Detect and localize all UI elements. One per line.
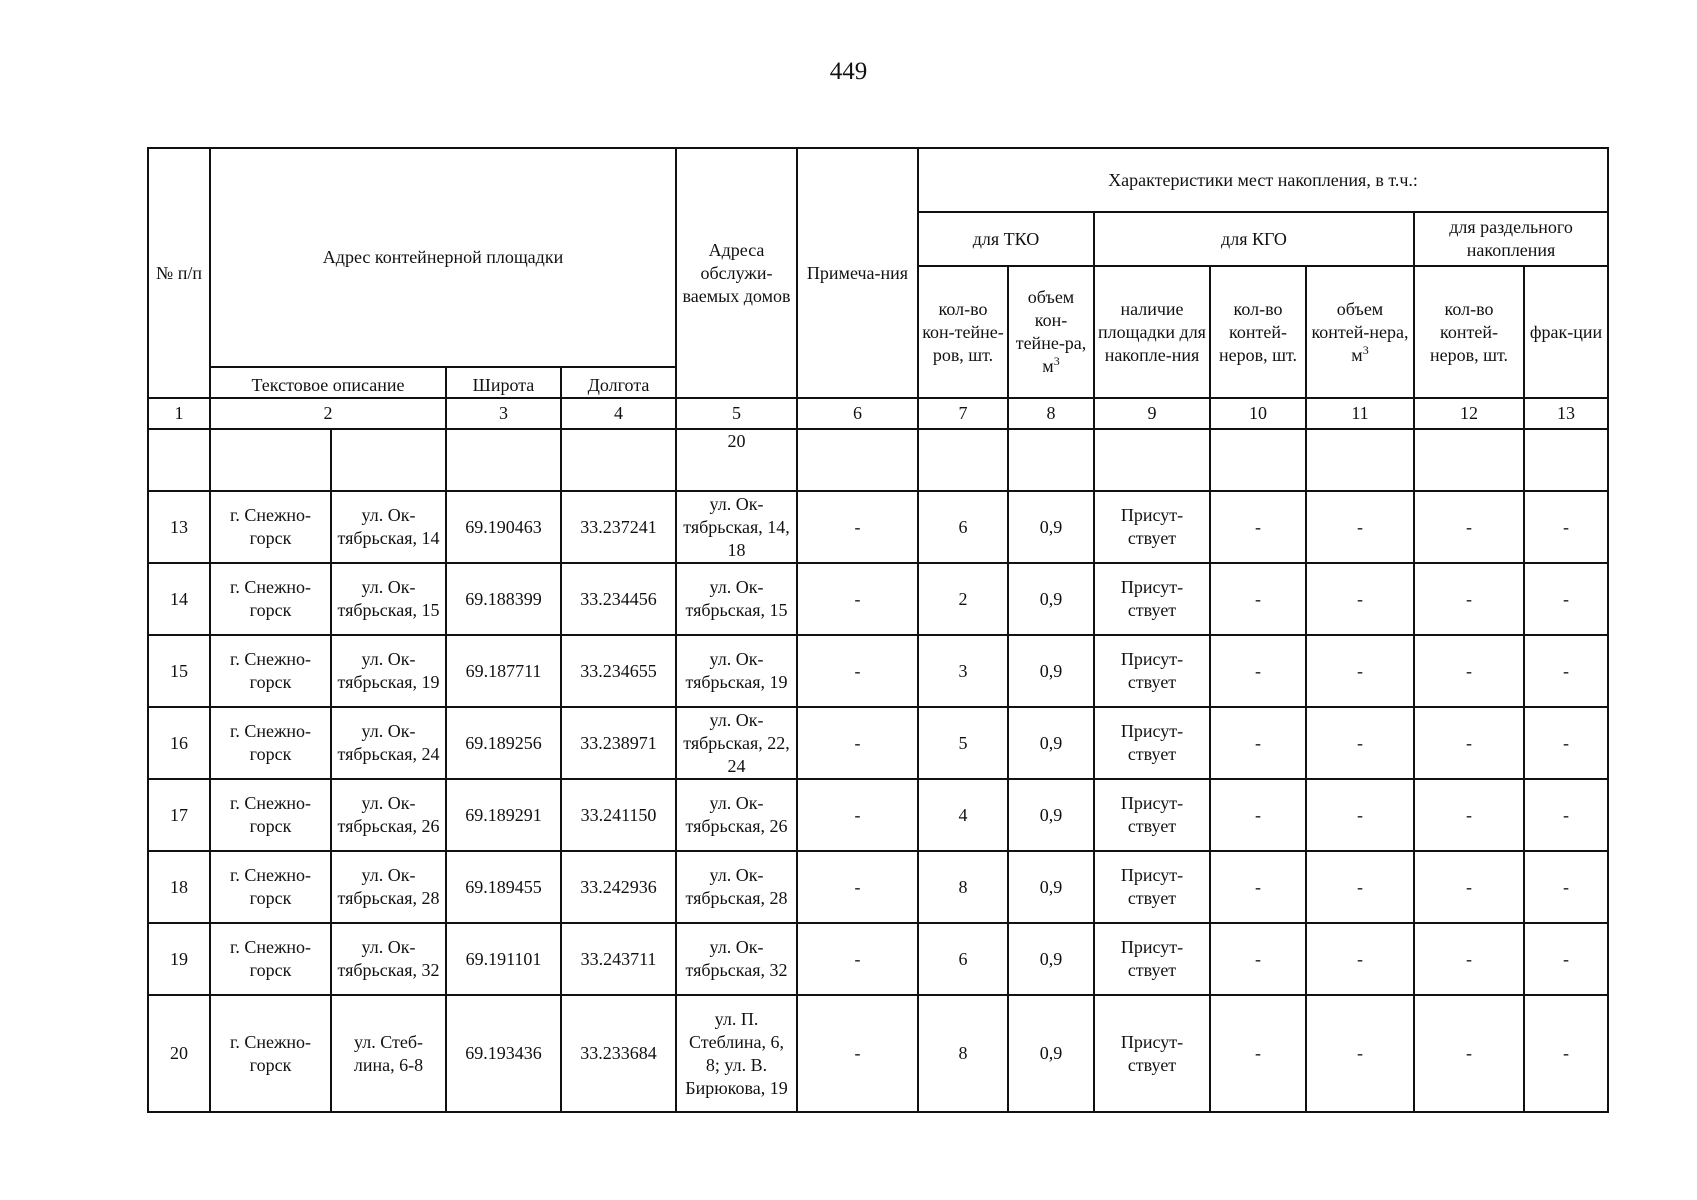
table-row	[148, 995, 1608, 1112]
tko-count-cell: 4	[918, 779, 1008, 851]
served-houses-cell: ул. П. Стеблина, 6, 8; ул. В. Бирюкова, 19	[676, 995, 797, 1112]
row-number-cell: 14	[148, 563, 210, 635]
separate-count-cell: -	[1414, 851, 1524, 923]
city-cell: г. Снежно-горск	[210, 995, 331, 1112]
row-number-cell: 16	[148, 707, 210, 779]
container-sites-table	[147, 147, 1609, 1113]
table-row	[148, 635, 1608, 707]
notes-cell: -	[797, 635, 918, 707]
separate-count-cell: -	[1414, 491, 1524, 563]
table-row	[148, 779, 1608, 851]
street-cell: ул. Ок-тябрьская, 15	[331, 563, 446, 635]
column-number: 6	[797, 398, 918, 429]
header-latitude: Широта	[446, 367, 561, 398]
city-cell: г. Снежно-горск	[210, 563, 331, 635]
longitude-cell: 33.242936	[561, 851, 676, 923]
city-cell: г. Снежно-горск	[210, 923, 331, 995]
longitude-cell: 33.234655	[561, 635, 676, 707]
notes-cell: -	[797, 563, 918, 635]
kgo-volume-cell: -	[1306, 635, 1414, 707]
kgo-volume-cell: -	[1306, 851, 1414, 923]
notes-cell: -	[797, 995, 918, 1112]
column-number: 12	[1414, 398, 1524, 429]
notes-cell: -	[797, 707, 918, 779]
kgo-count-cell: -	[1210, 923, 1306, 995]
kgo-volume-cell: -	[1306, 707, 1414, 779]
tko-count-cell: 6	[918, 491, 1008, 563]
street-cell: ул. Ок-тябрьская, 19	[331, 635, 446, 707]
kgo-site-cell: Присут-ствует	[1094, 779, 1210, 851]
table-row	[148, 563, 1608, 635]
latitude-cell: 69.187711	[446, 635, 561, 707]
column-number: 4	[561, 398, 676, 429]
separate-count-cell: -	[1414, 779, 1524, 851]
header-row-number: № п/п	[148, 148, 210, 398]
tko-volume-cell: 0,9	[1008, 635, 1094, 707]
tko-volume-cell: 0,9	[1008, 563, 1094, 635]
column-number: 8	[1008, 398, 1094, 429]
kgo-count-cell: -	[1210, 851, 1306, 923]
column-number: 13	[1524, 398, 1608, 429]
row-number-cell: 17	[148, 779, 210, 851]
separate-fractions-cell: -	[1524, 635, 1608, 707]
city-cell: г. Снежно-горск	[210, 851, 331, 923]
header-text-description: Текстовое описание	[210, 367, 446, 398]
tko-volume-cell: 0,9	[1008, 995, 1094, 1112]
table-row	[148, 923, 1608, 995]
notes-cell: -	[797, 923, 918, 995]
notes-cell: -	[797, 491, 918, 563]
separate-count-cell: -	[1414, 635, 1524, 707]
kgo-site-cell: Присут-ствует	[1094, 563, 1210, 635]
latitude-cell: 69.190463	[446, 491, 561, 563]
city-cell: г. Снежно-горск	[210, 707, 331, 779]
longitude-cell: 33.241150	[561, 779, 676, 851]
tko-count-cell: 3	[918, 635, 1008, 707]
header-longitude: Долгота	[561, 367, 676, 398]
city-cell: г. Снежно-горск	[210, 779, 331, 851]
separate-fractions-cell: -	[1524, 563, 1608, 635]
latitude-cell: 69.189291	[446, 779, 561, 851]
kgo-count-cell: -	[1210, 995, 1306, 1112]
header-tko: для ТКО	[918, 212, 1094, 266]
latitude-cell: 69.188399	[446, 563, 561, 635]
street-cell: ул. Ок-тябрьская, 28	[331, 851, 446, 923]
header-tko-volume: объем кон-тейне-ра, $м^3$	[1008, 266, 1094, 398]
kgo-volume-cell: -	[1306, 779, 1414, 851]
separate-fractions-cell: -	[1524, 779, 1608, 851]
longitude-cell: 33.238971	[561, 707, 676, 779]
carryover-row	[148, 429, 1608, 491]
tko-volume-cell: 0,9	[1008, 707, 1094, 779]
table-row	[148, 851, 1608, 923]
separate-fractions-cell: -	[1524, 491, 1608, 563]
column-number: 3	[446, 398, 561, 429]
column-number: 5	[676, 398, 797, 429]
column-number: 7	[918, 398, 1008, 429]
header-kgo-site: наличие площадки для накопле-ния	[1094, 266, 1210, 398]
tko-count-cell: 8	[918, 851, 1008, 923]
kgo-count-cell: -	[1210, 563, 1306, 635]
longitude-cell: 33.234456	[561, 563, 676, 635]
separate-fractions-cell: -	[1524, 923, 1608, 995]
served-houses-cell: ул. Ок-тябрьская, 28	[676, 851, 797, 923]
longitude-cell: 33.237241	[561, 491, 676, 563]
latitude-cell: 69.189256	[446, 707, 561, 779]
kgo-site-cell: Присут-ствует	[1094, 923, 1210, 995]
column-number: 11	[1306, 398, 1414, 429]
served-houses-cell: ул. Ок-тябрьская, 19	[676, 635, 797, 707]
separate-fractions-cell: -	[1524, 995, 1608, 1112]
kgo-site-cell: Присут-ствует	[1094, 851, 1210, 923]
column-number: 9	[1094, 398, 1210, 429]
street-cell: ул. Стеб-лина, 6-8	[331, 995, 446, 1112]
header-tko-count: кол-во кон-тейне-ров, шт.	[918, 266, 1008, 398]
notes-cell: -	[797, 851, 918, 923]
header-kgo-volume: объем контей-нера, $м^3$	[1306, 266, 1414, 398]
column-number: 2	[210, 398, 446, 429]
carryover-served: 20	[676, 429, 797, 491]
header-served-houses: Адреса обслужи-ваемых домов	[676, 148, 797, 398]
row-number-cell: 20	[148, 995, 210, 1112]
tko-volume-cell: 0,9	[1008, 779, 1094, 851]
kgo-count-cell: -	[1210, 491, 1306, 563]
row-number-cell: 13	[148, 491, 210, 563]
header-kgo-count: кол-во контей-неров, шт.	[1210, 266, 1306, 398]
longitude-cell: 33.233684	[561, 995, 676, 1112]
street-cell: ул. Ок-тябрьская, 24	[331, 707, 446, 779]
served-houses-cell: ул. Ок-тябрьская, 26	[676, 779, 797, 851]
page-number: 449	[829, 58, 868, 85]
header-address: Адрес контейнерной площадки	[210, 148, 676, 367]
tko-count-cell: 6	[918, 923, 1008, 995]
table-row	[148, 707, 1608, 779]
tko-count-cell: 5	[918, 707, 1008, 779]
separate-fractions-cell: -	[1524, 707, 1608, 779]
kgo-volume-cell: -	[1306, 923, 1414, 995]
tko-volume-cell: 0,9	[1008, 491, 1094, 563]
header-notes: Примеча-ния	[797, 148, 918, 398]
latitude-cell: 69.189455	[446, 851, 561, 923]
notes-cell: -	[797, 779, 918, 851]
city-cell: г. Снежно-горск	[210, 635, 331, 707]
kgo-volume-cell: -	[1306, 995, 1414, 1112]
kgo-count-cell: -	[1210, 779, 1306, 851]
tko-volume-cell: 0,9	[1008, 923, 1094, 995]
row-number-cell: 19	[148, 923, 210, 995]
row-number-cell: 18	[148, 851, 210, 923]
street-cell: ул. Ок-тябрьская, 26	[331, 779, 446, 851]
kgo-volume-cell: -	[1306, 491, 1414, 563]
kgo-volume-cell: -	[1306, 563, 1414, 635]
latitude-cell: 69.191101	[446, 923, 561, 995]
separate-count-cell: -	[1414, 563, 1524, 635]
header-kgo: для КГО	[1094, 212, 1414, 266]
column-number: 10	[1210, 398, 1306, 429]
kgo-count-cell: -	[1210, 707, 1306, 779]
tko-count-cell: 2	[918, 563, 1008, 635]
kgo-site-cell: Присут-ствует	[1094, 635, 1210, 707]
street-cell: ул. Ок-тябрьская, 14	[331, 491, 446, 563]
column-number: 1	[148, 398, 210, 429]
separate-fractions-cell: -	[1524, 851, 1608, 923]
header-separate-count: кол-во контей-неров, шт.	[1414, 266, 1524, 398]
kgo-site-cell: Присут-ствует	[1094, 995, 1210, 1112]
separate-count-cell: -	[1414, 923, 1524, 995]
latitude-cell: 69.193436	[446, 995, 561, 1112]
served-houses-cell: ул. Ок-тябрьская, 14, 18	[676, 491, 797, 563]
header-separate: для раздельного накопления	[1414, 212, 1608, 266]
served-houses-cell: ул. Ок-тябрьская, 32	[676, 923, 797, 995]
separate-count-cell: -	[1414, 995, 1524, 1112]
served-houses-cell: ул. Ок-тябрьская, 15	[676, 563, 797, 635]
header-separate-fractions: фрак-ции	[1524, 266, 1608, 398]
tko-count-cell: 8	[918, 995, 1008, 1112]
street-cell: ул. Ок-тябрьская, 32	[331, 923, 446, 995]
tko-volume-cell: 0,9	[1008, 851, 1094, 923]
longitude-cell: 33.243711	[561, 923, 676, 995]
kgo-site-cell: Присут-ствует	[1094, 707, 1210, 779]
kgo-site-cell: Присут-ствует	[1094, 491, 1210, 563]
served-houses-cell: ул. Ок-тябрьская, 22, 24	[676, 707, 797, 779]
separate-count-cell: -	[1414, 707, 1524, 779]
kgo-count-cell: -	[1210, 635, 1306, 707]
row-number-cell: 15	[148, 635, 210, 707]
city-cell: г. Снежно-горск	[210, 491, 331, 563]
header-characteristics: Характеристики мест накопления, в т.ч.:	[918, 148, 1608, 212]
table-row	[148, 491, 1608, 563]
